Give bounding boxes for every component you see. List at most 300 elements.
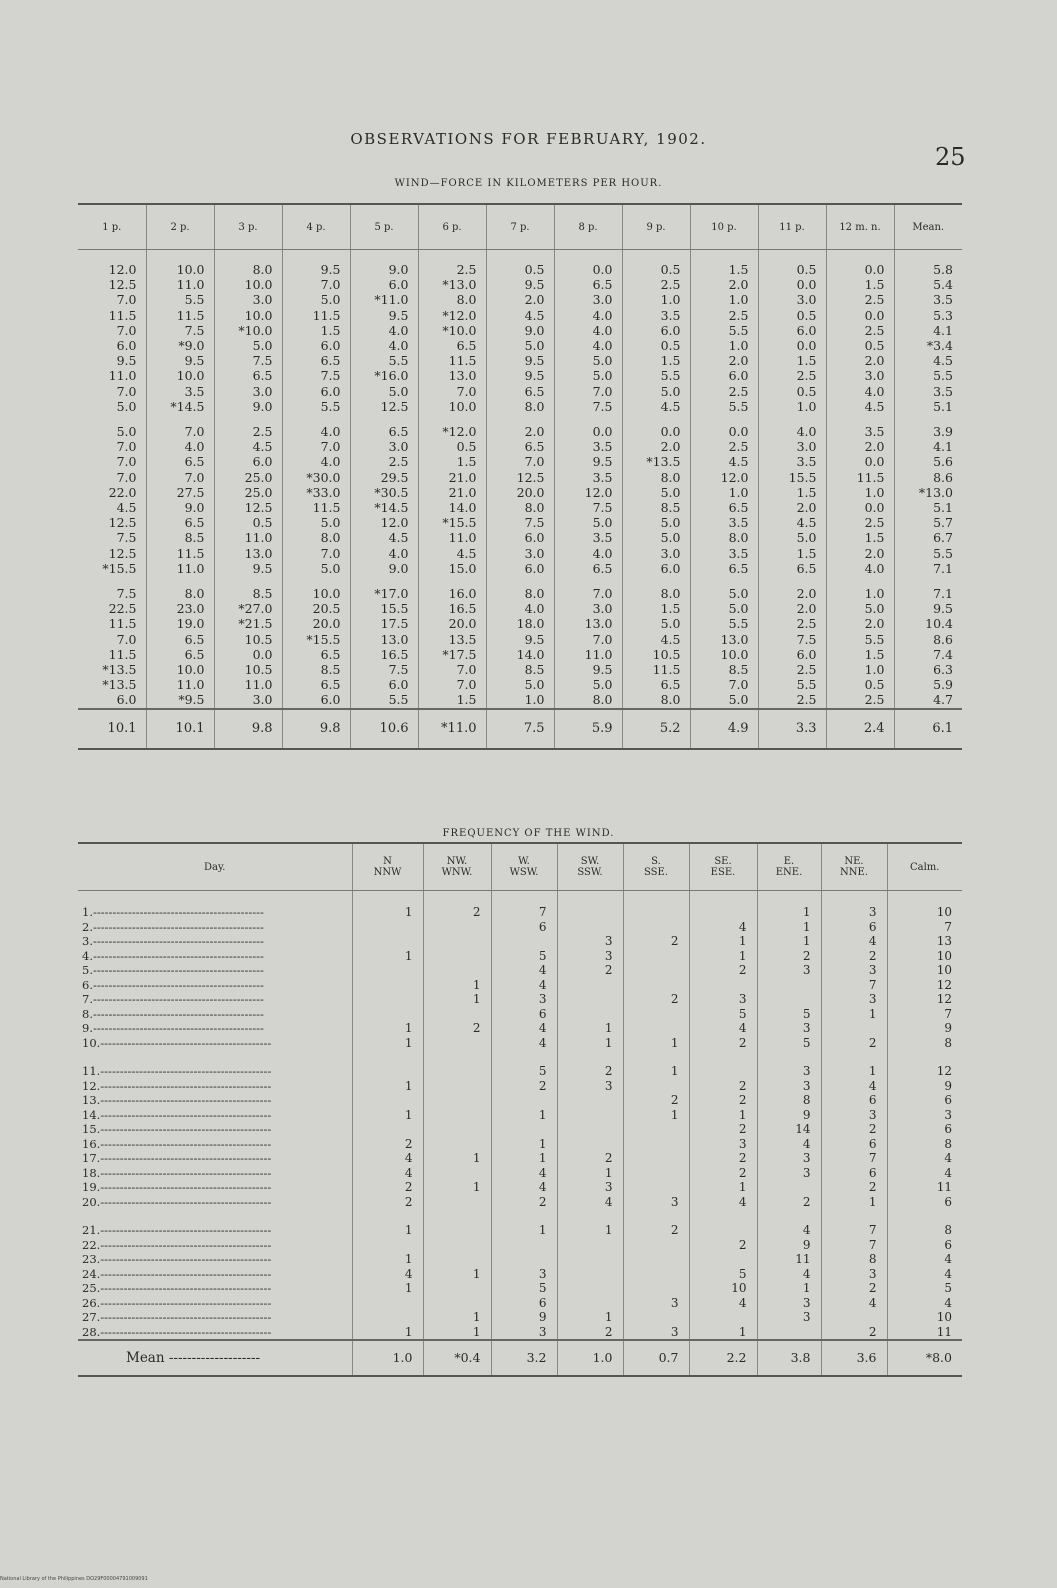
table-cell: 6: [491, 920, 557, 935]
table-cell: 14.0: [418, 500, 486, 515]
table-cell: 2.0: [690, 353, 758, 368]
table-cell: 2: [557, 1325, 623, 1341]
table-cell: 2: [757, 949, 821, 964]
table-cell: 5.0: [622, 616, 690, 631]
table-cell: 1.5: [826, 647, 894, 662]
header-line: SSW.: [577, 867, 603, 878]
table-cell: 2.5: [826, 515, 894, 530]
table-cell: 1: [352, 891, 423, 920]
table-cell: 8.0: [554, 692, 622, 708]
group-gap: [78, 1209, 962, 1223]
table-cell: 11.0: [146, 677, 214, 692]
table-cell: [623, 920, 689, 935]
gap-cell: [758, 414, 826, 424]
gap-cell: [690, 576, 758, 586]
table-cell: 1: [423, 1267, 491, 1282]
header-line: E.: [783, 856, 795, 867]
table-cell: 5.0: [350, 384, 418, 399]
header-line: Calm.: [910, 861, 940, 873]
table-cell: 4.0: [758, 424, 826, 439]
gap-cell: [78, 576, 146, 586]
table-cell: 6.0: [282, 692, 350, 708]
table-cell: 9.5: [282, 250, 350, 278]
table-cell: 3: [623, 1325, 689, 1341]
table-cell: 15.5: [758, 470, 826, 485]
table-cell: 3.5: [554, 530, 622, 545]
table-cell: 0.0: [826, 500, 894, 515]
table-cell: 7.0: [78, 439, 146, 454]
table-cell: 1: [557, 1166, 623, 1181]
table-cell: 1.5: [758, 485, 826, 500]
table-cell: 3: [757, 963, 821, 978]
table-cell: [623, 949, 689, 964]
mean-cell: 4.9: [690, 709, 758, 749]
table-cell: [557, 1122, 623, 1137]
table-cell: 11.5: [826, 470, 894, 485]
mean-cell: 6.1: [894, 709, 962, 749]
table-cell: 6: [944, 1093, 952, 1107]
table-cell: *10.0: [418, 323, 486, 338]
table-cell: 5.0: [78, 424, 146, 439]
day-label: 2.--------------------------------------------: [78, 920, 352, 935]
table-cell: 15.5: [350, 601, 418, 616]
table-cell: 2: [557, 963, 623, 978]
table-cell: 3.5: [933, 292, 953, 308]
table-cell: 8: [944, 1223, 952, 1237]
gap-cell: [146, 414, 214, 424]
table-cell: 5.0: [826, 601, 894, 616]
table-cell: 4.7: [933, 692, 953, 708]
table-cell: 2: [623, 1223, 689, 1238]
table-cell: 2.5: [690, 384, 758, 399]
day-label: 11.--------------------------------------------: [78, 1064, 352, 1079]
table-cell: 1: [352, 1079, 423, 1094]
gap-cell: [557, 1209, 623, 1223]
table-cell: 1: [352, 1223, 423, 1238]
table-cell: 4: [689, 1021, 757, 1036]
table-cell: 5.5: [690, 399, 758, 414]
table-cell: 3: [557, 934, 623, 949]
table-cell: 4.0: [282, 454, 350, 469]
table-cell: 7.0: [554, 384, 622, 399]
table-cell: 0.0: [214, 647, 282, 662]
table-cell: 0.5: [826, 677, 894, 692]
table-cell: 1: [423, 1325, 491, 1341]
table-cell: [689, 891, 757, 920]
table-row: [78, 277, 962, 292]
table-cell: [352, 1238, 423, 1253]
mean-row: [78, 709, 962, 749]
day-label: 1.--------------------------------------------: [78, 891, 352, 920]
table-row: [78, 1036, 962, 1051]
table-cell: 2.0: [826, 353, 894, 368]
table-row: [78, 1093, 962, 1108]
table-cell: 10.5: [622, 647, 690, 662]
table-cell: 3.0: [486, 546, 554, 561]
table-cell: 5.5: [758, 677, 826, 692]
table-cell: 2: [689, 1093, 757, 1108]
table-cell: 11.5: [282, 500, 350, 515]
table-cell: [557, 1108, 623, 1123]
gap-cell: [554, 576, 622, 586]
table-row: [78, 1108, 962, 1123]
table-cell: *13.5: [622, 454, 690, 469]
table-cell: 7.5: [146, 323, 214, 338]
gap-cell: [821, 1050, 887, 1064]
column-header: 1 p.: [78, 204, 146, 250]
table-cell: *21.5: [214, 616, 282, 631]
table-row: [78, 1310, 962, 1325]
table-row: [78, 1137, 962, 1152]
table-cell: 0.0: [690, 424, 758, 439]
gap-cell: [887, 1209, 962, 1223]
table-cell: 5.4: [933, 277, 953, 293]
table-cell: 3.0: [622, 546, 690, 561]
table-cell: 4: [757, 1137, 821, 1152]
table-cell: 5.5: [690, 323, 758, 338]
table-cell: 4: [757, 1267, 821, 1282]
gap-cell: [826, 576, 894, 586]
table-cell: 3: [689, 992, 757, 1007]
gap-cell: [78, 1050, 352, 1064]
table-cell: 3.5: [933, 383, 953, 399]
table-cell: [423, 1079, 491, 1094]
table-cell: 0.5: [758, 308, 826, 323]
table-cell: 7.0: [78, 454, 146, 469]
table-cell: [557, 1007, 623, 1022]
table-cell: 5.1: [933, 500, 953, 516]
table-cell: 5.0: [690, 692, 758, 708]
wind-force-title: WIND—FORCE IN KILOMETERS PER HOUR.: [394, 178, 663, 189]
table-cell: 6.5: [486, 439, 554, 454]
table-row: [78, 1021, 962, 1036]
table-cell: 5.5: [622, 368, 690, 383]
table-cell: 4: [757, 1223, 821, 1238]
group-gap: [78, 1050, 962, 1064]
table-row: [78, 485, 962, 500]
table-cell: 1: [491, 1151, 557, 1166]
table-cell: 13.5: [418, 632, 486, 647]
table-cell: 1.0: [690, 292, 758, 307]
header-line: NNW: [373, 867, 402, 878]
table-cell: [757, 992, 821, 1007]
table-row: [78, 384, 962, 399]
table-cell: 0.5: [758, 250, 826, 278]
table-cell: [557, 978, 623, 993]
table-row: [78, 1122, 962, 1137]
table-cell: 5.0: [282, 561, 350, 576]
table-cell: [352, 920, 423, 935]
table-cell: 2: [689, 1036, 757, 1051]
table-cell: 7: [821, 1238, 887, 1253]
table-cell: 1: [352, 1021, 423, 1036]
table-cell: 7.0: [78, 470, 146, 485]
table-cell: *11.0: [350, 292, 418, 307]
table-cell: 2: [821, 1325, 887, 1341]
table-cell: *12.0: [418, 424, 486, 439]
table-cell: 9.5: [146, 353, 214, 368]
table-cell: 20.5: [282, 601, 350, 616]
table-cell: 5.0: [486, 677, 554, 692]
table-cell: 16.5: [418, 601, 486, 616]
table-cell: 1.0: [622, 292, 690, 307]
mean-cell: 10.6: [350, 709, 418, 749]
gap-cell: [486, 414, 554, 424]
table-cell: [491, 1122, 557, 1137]
table-cell: 1: [557, 1021, 623, 1036]
mean-row: [78, 1340, 962, 1376]
table-cell: 4.0: [282, 424, 350, 439]
table-cell: 1: [757, 934, 821, 949]
table-cell: [423, 1223, 491, 1238]
table-cell: 5.0: [282, 515, 350, 530]
table-cell: 6.0: [350, 277, 418, 292]
table-cell: *9.5: [146, 692, 214, 708]
table-cell: 1.5: [282, 323, 350, 338]
mean-cell: *8.0: [887, 1340, 962, 1376]
table-cell: [423, 1252, 491, 1267]
table-cell: 2.5: [758, 662, 826, 677]
table-row: [78, 647, 962, 662]
day-label: 27.--------------------------------------------: [78, 1310, 352, 1325]
gap-cell: [214, 414, 282, 424]
table-cell: 4: [491, 1036, 557, 1051]
table-cell: [423, 1166, 491, 1181]
table-cell: 8.0: [690, 530, 758, 545]
day-label: 14.--------------------------------------------: [78, 1108, 352, 1123]
gap-cell: [554, 414, 622, 424]
table-cell: *13.0: [918, 484, 953, 500]
table-cell: 9.5: [350, 308, 418, 323]
mean-cell: *11.0: [418, 709, 486, 749]
table-cell: 1: [352, 1036, 423, 1051]
table-cell: 7.5: [282, 368, 350, 383]
frequency-table: [78, 842, 962, 1377]
header-line: SE.: [714, 856, 732, 867]
table-cell: [352, 1122, 423, 1137]
table-cell: 1: [689, 1108, 757, 1123]
table-cell: 3: [557, 949, 623, 964]
table-cell: 7.1: [933, 560, 953, 576]
table-cell: [623, 1021, 689, 1036]
table-cell: 11.0: [554, 647, 622, 662]
table-cell: 4.5: [690, 454, 758, 469]
table-cell: 2: [557, 1151, 623, 1166]
table-cell: 2: [689, 963, 757, 978]
table-cell: 1.0: [690, 338, 758, 353]
table-cell: 5.5: [282, 399, 350, 414]
table-cell: 4.0: [554, 338, 622, 353]
table-cell: 2.5: [690, 308, 758, 323]
day-label: 24.--------------------------------------------: [78, 1267, 352, 1282]
table-cell: 13.0: [350, 632, 418, 647]
table-cell: 21.0: [418, 470, 486, 485]
table-cell: [491, 1093, 557, 1108]
gap-cell: [622, 414, 690, 424]
table-cell: 3.5: [690, 515, 758, 530]
table-cell: [623, 1007, 689, 1022]
table-cell: 7.0: [78, 384, 146, 399]
table-cell: 10.0: [690, 647, 758, 662]
table-cell: 13.0: [554, 616, 622, 631]
table-cell: 6.5: [554, 561, 622, 576]
table-cell: 8.5: [282, 662, 350, 677]
table-cell: *17.0: [350, 586, 418, 601]
table-cell: 12.5: [78, 515, 146, 530]
table-cell: 7: [944, 1006, 952, 1021]
table-cell: [423, 920, 491, 935]
table-cell: 3: [821, 1267, 887, 1282]
table-cell: 4: [352, 1166, 423, 1181]
table-cell: 1: [352, 1281, 423, 1296]
table-cell: 3.5: [690, 546, 758, 561]
day-label: 8.--------------------------------------------: [78, 1007, 352, 1022]
table-cell: 3: [757, 1310, 821, 1325]
table-cell: *13.5: [78, 677, 146, 692]
table-cell: 2.5: [758, 692, 826, 708]
table-cell: 2.5: [826, 292, 894, 307]
table-cell: 2: [689, 1151, 757, 1166]
table-cell: 3.9: [933, 424, 953, 440]
table-cell: 9.5: [486, 368, 554, 383]
table-cell: *30.0: [282, 470, 350, 485]
table-cell: 3.0: [554, 601, 622, 616]
table-cell: 12.0: [350, 515, 418, 530]
table-cell: 2.0: [758, 500, 826, 515]
header-line: NW.: [446, 856, 468, 867]
table-cell: 7.0: [418, 662, 486, 677]
table-cell: 7.0: [282, 439, 350, 454]
column-header: [352, 843, 423, 891]
table-cell: 6: [944, 1194, 952, 1209]
table-cell: 10.0: [146, 250, 214, 278]
table-cell: 9.0: [350, 250, 418, 278]
table-cell: 8.0: [622, 470, 690, 485]
table-cell: 1.0: [486, 692, 554, 708]
mean-cell: 3.2: [491, 1340, 557, 1376]
table-cell: 3: [491, 992, 557, 1007]
table-cell: 1: [557, 1223, 623, 1238]
table-cell: 3.0: [214, 692, 282, 708]
table-cell: 2.0: [758, 586, 826, 601]
table-cell: 8: [757, 1093, 821, 1108]
table-cell: 12.0: [78, 250, 146, 278]
footer-credit: National Library of the Philippines DO29F00004791009091: [0, 1576, 148, 1582]
table-cell: 8: [821, 1252, 887, 1267]
table-row: [78, 323, 962, 338]
table-cell: [689, 1310, 757, 1325]
gap-cell: [887, 1050, 962, 1064]
table-cell: 0.0: [826, 308, 894, 323]
table-cell: 6.5: [690, 561, 758, 576]
frequency-header-row: [78, 843, 962, 891]
table-cell: 4.5: [758, 515, 826, 530]
table-cell: 5.5: [933, 545, 953, 561]
table-cell: 3: [821, 963, 887, 978]
mean-cell: 10.1: [146, 709, 214, 749]
gap-cell: [214, 576, 282, 586]
table-cell: 7.5: [350, 662, 418, 677]
table-cell: 10: [936, 1310, 952, 1324]
mean-label: Mean --------------------: [78, 1340, 352, 1376]
column-header: [78, 843, 352, 891]
table-cell: 13.0: [690, 632, 758, 647]
header-line: S.: [651, 856, 661, 867]
day-label: 25.--------------------------------------------: [78, 1281, 352, 1296]
table-row: [78, 934, 962, 949]
table-cell: 2: [821, 949, 887, 964]
header-line: NE.: [844, 856, 864, 867]
table-cell: [557, 992, 623, 1007]
table-cell: [623, 1180, 689, 1195]
table-cell: 1: [352, 949, 423, 964]
table-cell: 10.0: [418, 399, 486, 414]
table-cell: 6.5: [146, 647, 214, 662]
table-cell: 1.0: [826, 485, 894, 500]
table-cell: 5.5: [350, 353, 418, 368]
table-cell: 5.0: [690, 601, 758, 616]
day-label: 28.--------------------------------------------: [78, 1325, 352, 1341]
mean-cell: 2.2: [689, 1340, 757, 1376]
table-cell: 9.0: [214, 399, 282, 414]
day-label: 20.--------------------------------------------: [78, 1195, 352, 1210]
gap-cell: [418, 576, 486, 586]
table-cell: 3: [757, 1064, 821, 1079]
table-cell: 5.5: [690, 616, 758, 631]
table-cell: *30.5: [350, 485, 418, 500]
table-cell: [352, 1296, 423, 1311]
mean-cell: 1.0: [557, 1340, 623, 1376]
table-cell: 3.5: [826, 424, 894, 439]
table-cell: 4.5: [622, 632, 690, 647]
mean-cell: 2.4: [826, 709, 894, 749]
table-cell: 2: [352, 1195, 423, 1210]
column-header: [423, 843, 491, 891]
table-cell: 7.5: [554, 399, 622, 414]
table-cell: 4.0: [554, 308, 622, 323]
table-cell: 12: [936, 977, 952, 992]
table-cell: [623, 1166, 689, 1181]
table-cell: 6.0: [690, 368, 758, 383]
table-cell: 9.5: [486, 277, 554, 292]
mean-cell: 5.9: [554, 709, 622, 749]
gap-cell: [821, 1209, 887, 1223]
mean-cell: *0.4: [423, 1340, 491, 1376]
table-cell: 4.0: [826, 384, 894, 399]
table-row: [78, 308, 962, 323]
table-cell: 20.0: [418, 616, 486, 631]
table-cell: 29.5: [350, 470, 418, 485]
table-cell: 8.5: [146, 530, 214, 545]
table-cell: 1: [423, 978, 491, 993]
table-cell: 22.0: [78, 485, 146, 500]
table-cell: 5.3: [933, 307, 953, 323]
table-cell: 12.5: [78, 546, 146, 561]
table-cell: 8.5: [486, 662, 554, 677]
table-cell: [491, 1252, 557, 1267]
table-cell: 4.0: [826, 561, 894, 576]
table-cell: 4.5: [418, 546, 486, 561]
table-row: [78, 1252, 962, 1267]
table-cell: 3: [757, 1079, 821, 1094]
table-cell: 1: [757, 1281, 821, 1296]
table-cell: 5.0: [622, 485, 690, 500]
table-cell: 6: [491, 1007, 557, 1022]
gap-cell: [894, 414, 962, 424]
table-cell: 0.5: [622, 250, 690, 278]
table-cell: *9.0: [146, 338, 214, 353]
wind-force-table: [78, 203, 962, 750]
